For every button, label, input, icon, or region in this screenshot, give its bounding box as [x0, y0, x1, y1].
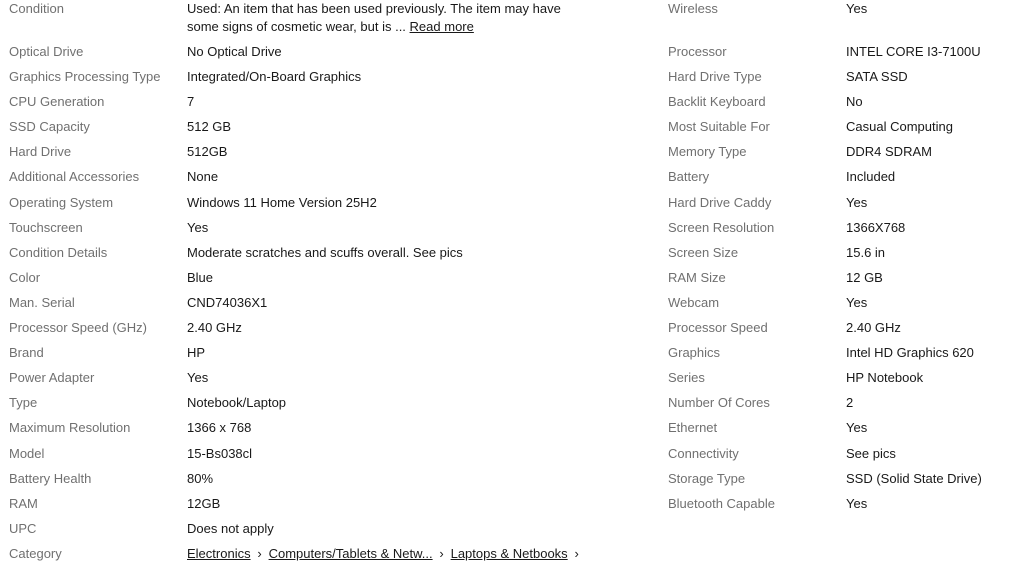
spec-row-webcam	[668, 294, 1008, 319]
spec-label: Maximum Resolution	[9, 420, 131, 436]
spec-row-series	[668, 369, 1008, 394]
spec-row-most-suitable-for	[668, 118, 1008, 143]
spec-value: 2	[846, 395, 854, 411]
chevron-right-icon: ›	[257, 545, 262, 561]
spec-label: Screen Resolution	[668, 219, 775, 235]
spec-row-type	[9, 394, 649, 419]
spec-label: Wireless	[668, 1, 718, 16]
spec-row-color	[9, 269, 649, 294]
spec-value: HP	[187, 345, 206, 361]
spec-label: Processor	[668, 44, 727, 59]
spec-value: 80%	[187, 470, 214, 486]
spec-row-ssd-capacity	[9, 118, 649, 143]
spec-label: Battery Health	[9, 470, 92, 486]
spec-row-ram-size	[668, 269, 1008, 294]
spec-value: Yes	[846, 1, 868, 16]
spec-row-condition-details	[9, 244, 649, 269]
spec-label: Most Suitable For	[668, 119, 770, 135]
spec-row-touchscreen	[9, 219, 649, 244]
spec-row-processor	[668, 43, 1008, 68]
spec-value: Yes	[187, 219, 209, 235]
spec-row-connectivity	[668, 445, 1008, 470]
spec-value: 7	[187, 94, 195, 110]
spec-label: Processor Speed	[668, 320, 768, 336]
spec-value: Blue	[187, 269, 214, 285]
spec-row-optical-drive	[9, 43, 649, 68]
spec-label: RAM	[9, 495, 38, 511]
spec-row-man-serial	[9, 294, 649, 319]
spec-label: Processor Speed (GHz)	[9, 320, 147, 336]
spec-label: Brand	[9, 345, 44, 361]
spec-value: CND74036X1	[187, 294, 268, 310]
spec-value: 12 GB	[846, 269, 883, 285]
spec-value: 1366 x 768	[187, 420, 252, 436]
spec-row-battery-health	[9, 470, 649, 495]
spec-row-graphics	[668, 344, 1008, 369]
spec-label: Operating System	[9, 194, 114, 210]
spec-row-screen-size	[668, 244, 1008, 269]
spec-label: Hard Drive	[9, 144, 72, 160]
spec-value: 15.6 in	[846, 244, 886, 260]
read-more-link[interactable]: Read more	[409, 19, 474, 34]
spec-row-model	[9, 445, 649, 470]
spec-row-upc	[9, 520, 649, 545]
spec-label: Color	[9, 269, 41, 285]
spec-label: Battery	[668, 169, 710, 185]
specs-left-column	[9, 0, 649, 570]
spec-label: RAM Size	[668, 269, 726, 285]
spec-label: Connectivity	[668, 445, 739, 461]
spec-value: None	[187, 169, 219, 185]
spec-value: Does not apply	[187, 520, 274, 536]
spec-row-additional-accessories	[9, 168, 649, 193]
spec-value: HP Notebook	[846, 370, 924, 386]
spec-value: Yes	[846, 194, 868, 210]
spec-label: Storage Type	[668, 470, 746, 486]
spec-label: Touchscreen	[9, 219, 83, 235]
spec-value: DDR4 SDRAM	[846, 144, 932, 160]
spec-row-ethernet	[668, 419, 1008, 444]
breadcrumb-link-computers-tablets[interactable]: Computers/Tablets & Netw...	[268, 545, 433, 561]
spec-label: Number Of Cores	[668, 395, 770, 411]
spec-label: Condition	[9, 1, 64, 16]
spec-value: SATA SSD	[846, 69, 908, 85]
spec-row-graphics-processing-type	[9, 68, 649, 93]
condition-text: Used: An item that has been used previously. The item may have some signs of cosmetic wear, but is ...	[187, 1, 561, 34]
spec-value: 15-Bs038cl	[187, 445, 253, 461]
spec-row-memory-type	[668, 143, 1008, 168]
category-breadcrumb	[187, 545, 587, 563]
spec-label: Series	[668, 370, 705, 386]
spec-value: Notebook/Laptop	[187, 395, 287, 411]
spec-label: Ethernet	[668, 420, 718, 436]
spec-label: Man. Serial	[9, 294, 75, 310]
spec-value: Intel HD Graphics 620	[846, 345, 974, 361]
spec-label: CPU Generation	[9, 94, 105, 110]
spec-row-screen-resolution	[668, 219, 1008, 244]
spec-label: Additional Accessories	[9, 169, 140, 185]
spec-label: Graphics Processing Type	[9, 69, 161, 85]
breadcrumb-link-electronics[interactable]: Electronics	[187, 545, 251, 561]
spec-row-category	[9, 545, 649, 570]
spec-value: 2.40 GHz	[187, 320, 242, 336]
spec-label: Model	[9, 445, 45, 461]
spec-value: INTEL CORE I3-7100U	[846, 44, 981, 59]
spec-label: Optical Drive	[9, 44, 84, 59]
spec-row-backlit-keyboard	[668, 93, 1008, 118]
spec-row-cpu-generation	[9, 93, 649, 118]
spec-row-hard-drive-caddy	[668, 194, 1008, 219]
specs-right-column	[668, 0, 1008, 520]
spec-row-hard-drive	[9, 143, 649, 168]
spec-row-hard-drive-type	[668, 68, 1008, 93]
spec-row-operating-system	[9, 194, 649, 219]
spec-value: Yes	[846, 420, 868, 436]
spec-label: Hard Drive Type	[668, 69, 762, 85]
spec-value: Yes	[846, 294, 868, 310]
spec-row-storage-type	[668, 470, 1008, 495]
spec-row-processor-speed-ghz	[9, 319, 649, 344]
spec-label: Graphics	[668, 345, 721, 361]
spec-value: SSD (Solid State Drive)	[846, 470, 982, 486]
spec-label: Webcam	[668, 294, 720, 310]
spec-row-brand	[9, 344, 649, 369]
spec-value: 512GB	[187, 144, 228, 160]
spec-value: No Optical Drive	[187, 44, 282, 59]
spec-label: Screen Size	[668, 244, 739, 260]
spec-label: Bluetooth Capable	[668, 495, 775, 511]
spec-value: Included	[846, 169, 896, 185]
chevron-right-icon: ›	[439, 545, 444, 561]
spec-row-power-adapter	[9, 369, 649, 394]
spec-label: Backlit Keyboard	[668, 94, 766, 110]
spec-label: Condition Details	[9, 244, 108, 260]
spec-label: UPC	[9, 520, 37, 536]
spec-value: 512 GB	[187, 119, 232, 135]
spec-row-processor-speed	[668, 319, 1008, 344]
spec-row-condition	[9, 0, 649, 43]
spec-value: 12GB	[187, 495, 221, 511]
spec-label: SSD Capacity	[9, 119, 90, 135]
spec-value: 2.40 GHz	[846, 320, 901, 336]
spec-label: Power Adapter	[9, 370, 95, 386]
breadcrumb-link-laptops-netbooks[interactable]: Laptops & Netbooks	[450, 545, 568, 561]
spec-label: Type	[9, 395, 38, 411]
spec-value	[187, 0, 587, 36]
spec-row-number-of-cores	[668, 394, 1008, 419]
chevron-right-icon: ›	[574, 545, 579, 561]
spec-row-battery	[668, 168, 1008, 193]
spec-value: Integrated/On-Board Graphics	[187, 69, 362, 85]
spec-label: Category	[9, 545, 62, 561]
spec-value: No	[846, 94, 863, 110]
spec-value: 1366X768	[846, 219, 906, 235]
spec-value: Windows 11 Home Version 25H2	[187, 194, 377, 210]
spec-label: Memory Type	[668, 144, 747, 160]
spec-label: Hard Drive Caddy	[668, 194, 772, 210]
spec-value: Moderate scratches and scuffs overall. See pics	[187, 244, 463, 260]
spec-value: Yes	[846, 495, 868, 511]
spec-value: Casual Computing	[846, 119, 953, 135]
spec-value: Yes	[187, 370, 209, 386]
spec-row-maximum-resolution	[9, 419, 649, 444]
spec-value: See pics	[846, 445, 896, 461]
spec-row-bluetooth-capable	[668, 495, 1008, 520]
spec-row-ram	[9, 495, 649, 520]
spec-row-wireless	[668, 0, 1008, 43]
